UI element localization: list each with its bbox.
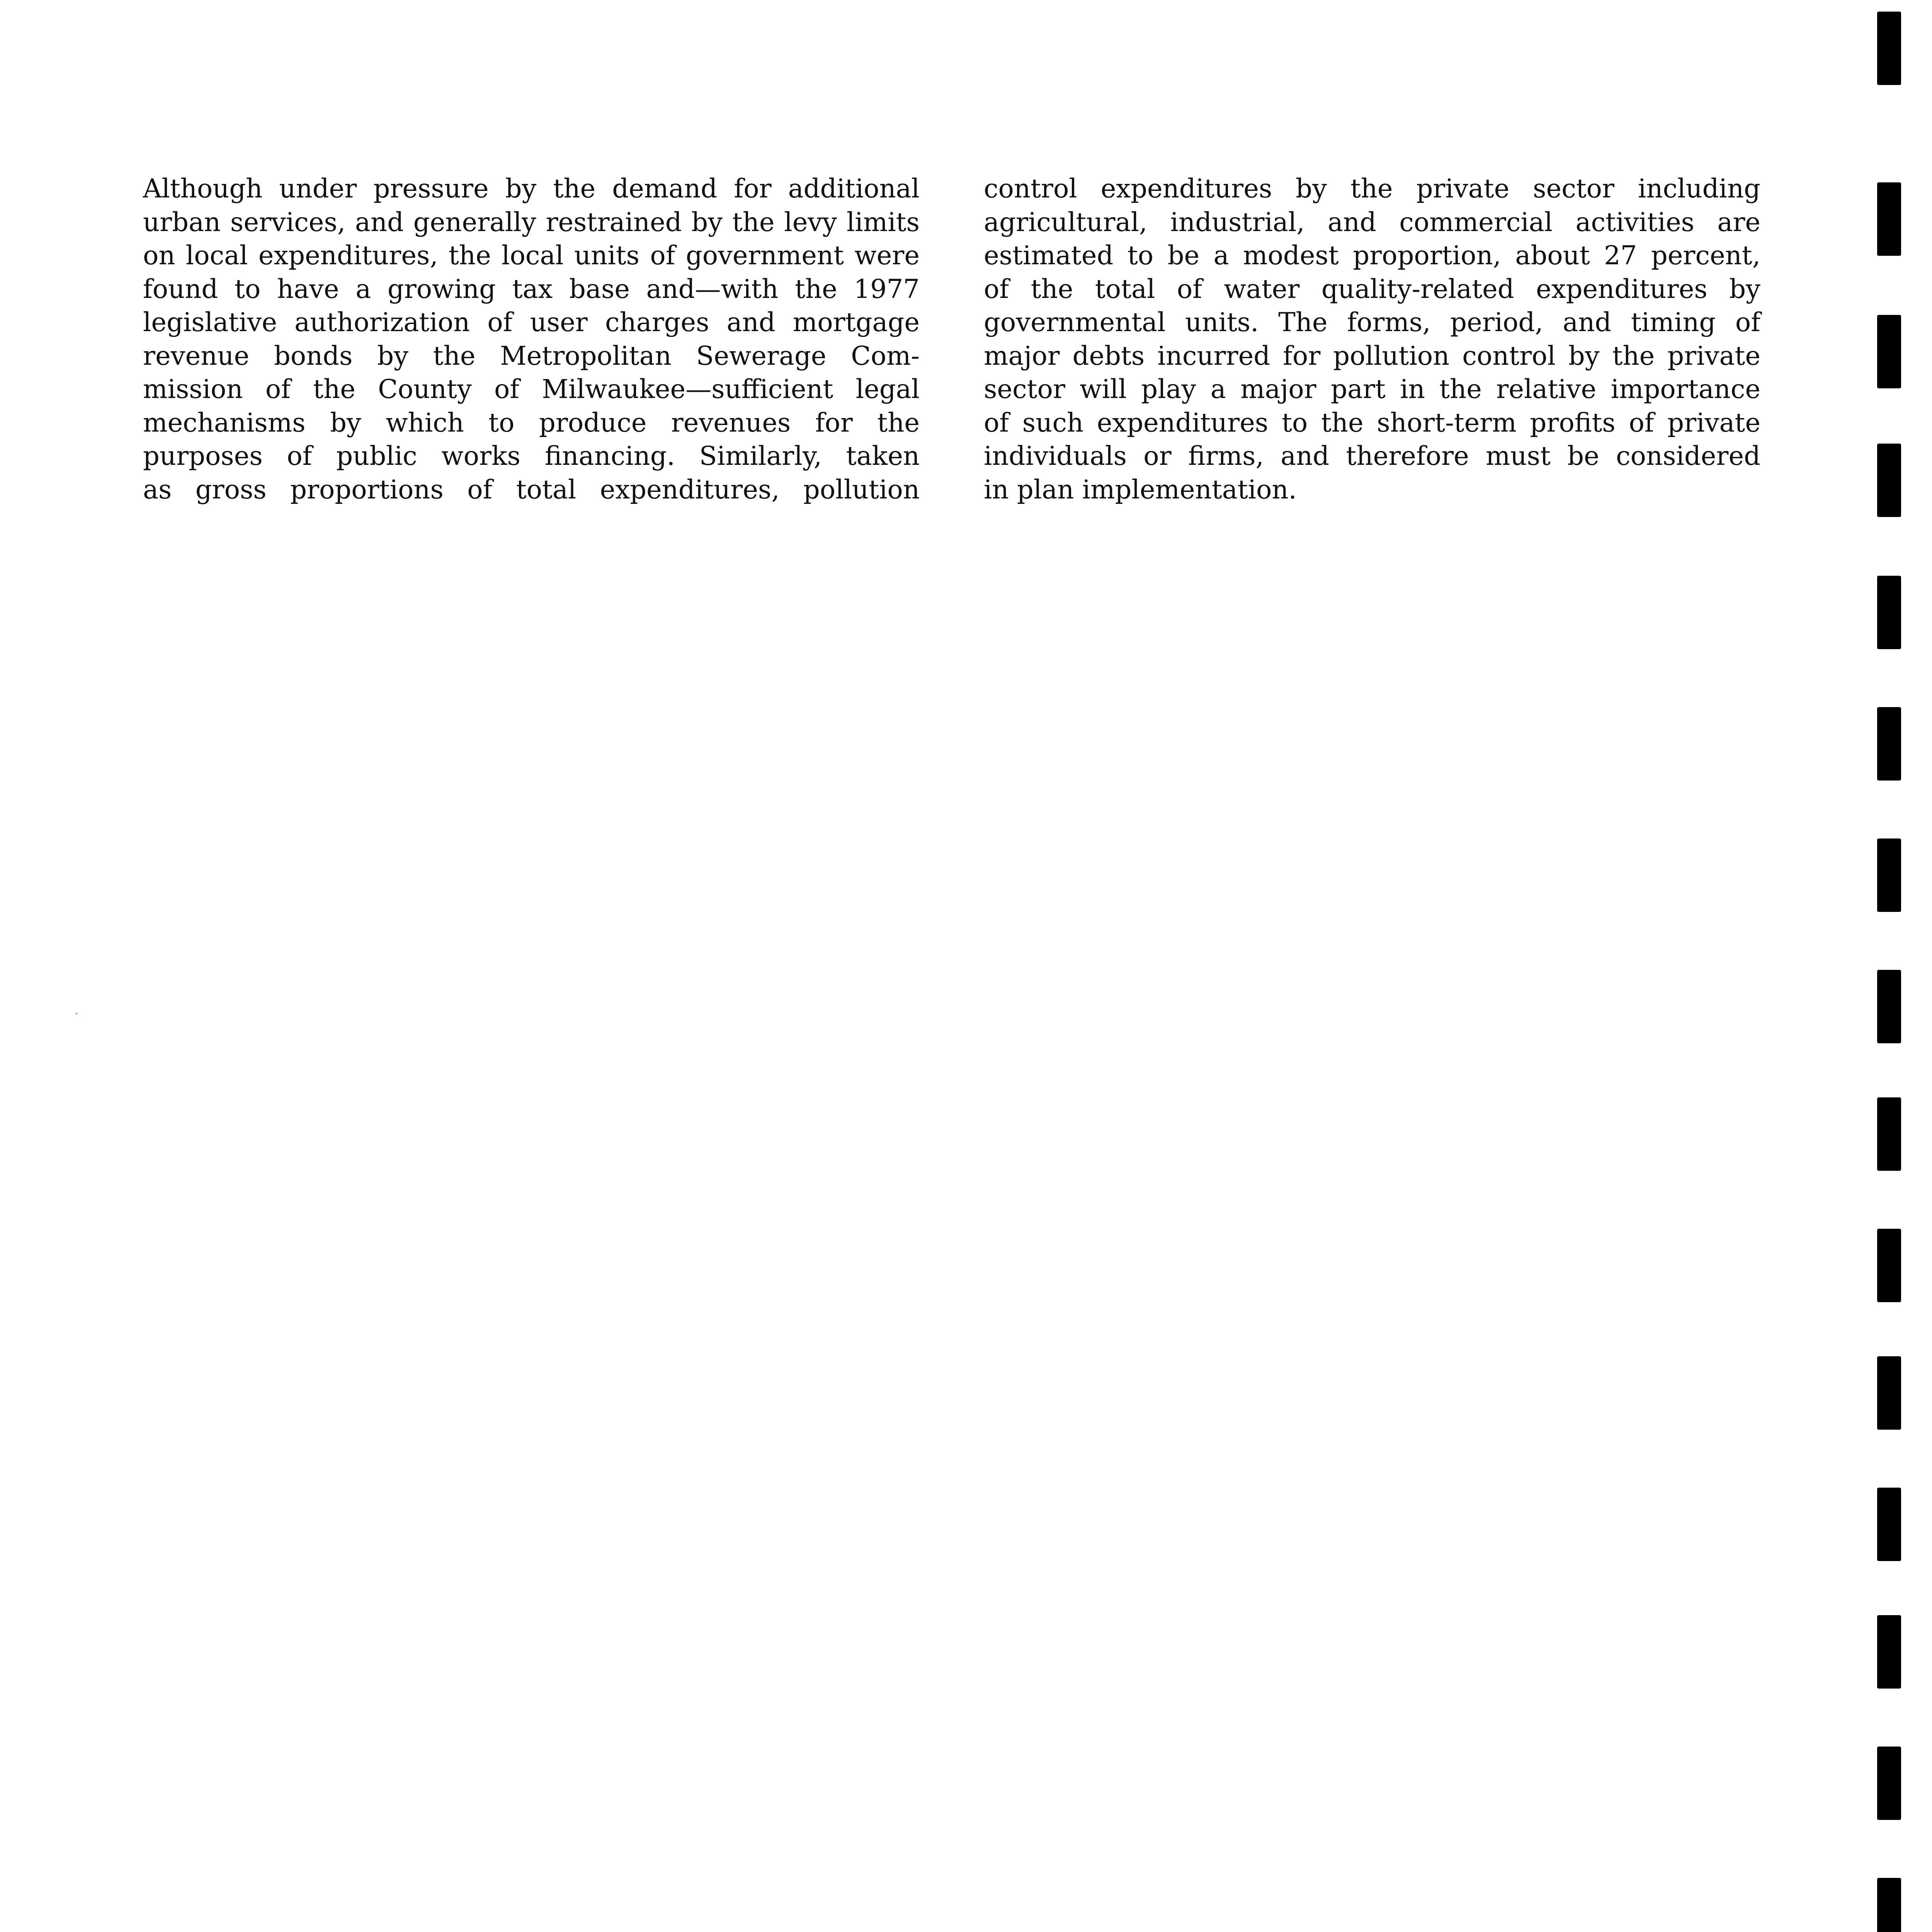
binding-hole	[1877, 1229, 1901, 1302]
right-text-column	[984, 172, 1760, 506]
text-line: purposes of public works financing. Similarly, taken	[143, 441, 920, 471]
text-line: estimated to be a modest proportion, about 27 percent,	[984, 240, 1760, 270]
binding-hole	[1877, 1615, 1901, 1689]
text-line: mission of the County of Milwaukee—sufficient legal	[143, 374, 920, 404]
text-line: urban services, and generally restrained by the levy limits	[143, 207, 920, 237]
text-line: legislative authorization of user charges and mortgage	[143, 307, 920, 337]
text-line: agricultural, industrial, and commercial activities are	[984, 207, 1760, 237]
binding-hole	[1877, 1488, 1901, 1561]
text-line: found to have a growing tax base and—with the 1977	[143, 274, 920, 304]
text-line: major debts incurred for pollution control by the private	[984, 340, 1760, 371]
text-line: as gross proportions of total expenditures, pollution	[143, 474, 920, 505]
scan-speck	[75, 1012, 78, 1015]
text-line: Although under pressure by the demand for additional	[143, 173, 920, 204]
text-line: individuals or firms, and therefore must be considered	[984, 441, 1760, 471]
binding-hole	[1877, 707, 1901, 781]
binding-hole	[1877, 1747, 1901, 1820]
text-line: on local expenditures, the local units of government were	[143, 240, 920, 270]
binding-hole	[1877, 315, 1901, 388]
text-line: mechanisms by which to produce revenues for the	[143, 407, 920, 438]
binding-strip	[1877, 0, 1904, 1932]
left-text-column	[143, 172, 920, 506]
binding-hole	[1877, 444, 1901, 517]
text-line: governmental units. The forms, period, and timing of	[984, 307, 1760, 337]
text-line: in plan implementation.	[984, 474, 1297, 505]
binding-hole	[1877, 838, 1901, 912]
binding-hole	[1877, 970, 1901, 1043]
binding-hole	[1877, 12, 1901, 85]
text-line: of the total of water quality-related expenditures by	[984, 274, 1760, 304]
binding-hole	[1877, 1097, 1901, 1171]
binding-hole	[1877, 182, 1901, 256]
text-line: sector will play a major part in the relative importance	[984, 374, 1760, 404]
binding-hole	[1877, 576, 1901, 649]
text-line: control expenditures by the private sector including	[984, 173, 1760, 204]
text-line: revenue bonds by the Metropolitan Sewerage Com-	[143, 340, 920, 371]
binding-hole	[1877, 1356, 1901, 1430]
text-line: of such expenditures to the short-term profits of private	[984, 407, 1760, 438]
binding-hole	[1877, 1878, 1901, 1932]
